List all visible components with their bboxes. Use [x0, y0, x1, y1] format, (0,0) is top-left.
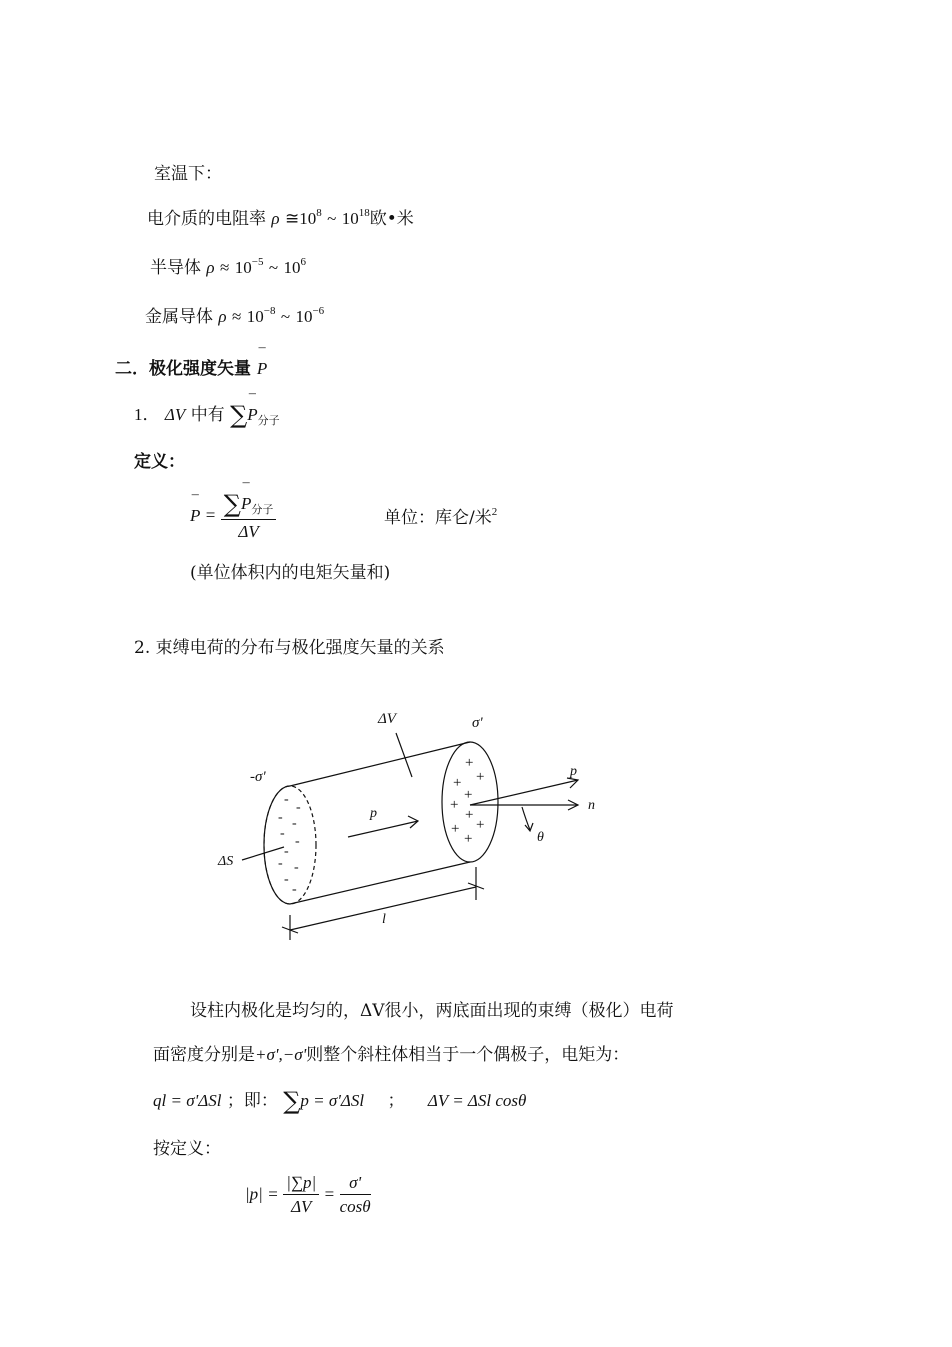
approx-symbol: ≅: [284, 209, 300, 228]
tilde: ~: [327, 209, 337, 228]
approx-symbol: ≈: [219, 258, 230, 277]
plus-charge: +: [465, 807, 474, 823]
dielectric-line: [147, 204, 414, 229]
item-1: [134, 400, 280, 429]
approx-symbol: ≈: [231, 307, 242, 326]
p-vector: ¯ P: [241, 494, 251, 514]
sigma-negative-label: -σ': [250, 769, 266, 785]
subscript-molecule: 分子: [257, 414, 280, 427]
unit-exponent: 2: [491, 506, 498, 518]
delta-v-pointer: [396, 733, 412, 777]
minus-charge: -: [294, 860, 299, 875]
minus-charge: -: [296, 800, 301, 815]
metal-label: 金属导体: [145, 307, 213, 327]
length-label: l: [382, 912, 386, 927]
plus-charge: +: [464, 787, 473, 803]
range-from: 10: [299, 209, 317, 228]
sum-symbol: ∑: [230, 401, 248, 429]
section-title: 极化强度矢量: [149, 359, 251, 379]
paragraph-line-1: 设柱内极化是均匀的，ΔV很小，两底面出现的束缚（极化）电荷: [190, 1001, 674, 1021]
cylinder-bottom-edge: [290, 862, 470, 904]
definition-label: 定义：: [134, 452, 185, 472]
denominator-1: ΔV: [291, 1197, 312, 1216]
plus-charge: +: [464, 831, 473, 847]
dipole-equation-line: [153, 1086, 526, 1115]
fraction: [221, 490, 277, 542]
plus-charge: +: [453, 775, 462, 791]
plus-charge: +: [476, 817, 485, 833]
definition-formula: [190, 490, 276, 542]
range-to: 10: [341, 209, 359, 228]
item-2: 2. 束缚电荷的分布与极化强度矢量的关系: [134, 638, 445, 658]
unit-label: 单位：库仑/米: [384, 508, 492, 528]
para2-text-a: 面密度分别是: [153, 1045, 255, 1065]
minus-charges: [278, 792, 301, 897]
minus-charge: -: [278, 856, 283, 871]
range-to-exp: 18: [358, 207, 370, 219]
subscript-molecule: 分子: [251, 503, 274, 516]
range-to-exp: 6: [300, 256, 306, 268]
sum-p-eq: p = σ'ΔSl: [300, 1091, 365, 1110]
tilde: ~: [268, 258, 279, 277]
tilde: ~: [280, 307, 291, 326]
by-definition-text: 按定义：: [153, 1139, 221, 1159]
cylinder-top-edge: [290, 742, 470, 786]
minus-charge: -: [295, 834, 300, 849]
theta-label: θ: [537, 830, 544, 845]
p-right-label: p: [570, 764, 577, 779]
range-to: 10: [283, 258, 301, 277]
polarized-cylinder-diagram: [200, 695, 620, 955]
unit: 欧•米: [369, 209, 414, 229]
item-number: 1．: [134, 405, 160, 424]
plus-charge: +: [451, 821, 460, 837]
delta-v: ΔV: [164, 405, 186, 424]
unit-text: [384, 503, 497, 528]
plus-charge: +: [465, 755, 474, 771]
plus-charge: +: [476, 769, 485, 785]
plus-charge: +: [450, 797, 459, 813]
p-vector-lhs: ¯ P: [190, 506, 200, 526]
p-center-arrow: [348, 821, 418, 837]
minus-charge: -: [284, 844, 289, 859]
fraction-1: [283, 1173, 319, 1217]
denominator-2: cosθ: [339, 1197, 371, 1216]
rho-symbol: ρ: [218, 307, 227, 326]
p-magnitude: |p|: [245, 1184, 263, 1204]
range-to: 10: [295, 307, 313, 326]
dipole-moment-eq: ql = σ'ΔSl: [153, 1091, 222, 1110]
section-heading: [115, 354, 267, 379]
sigma-symbols: +σ',−σ': [255, 1045, 307, 1064]
p-vector-symbol: ¯ P: [257, 359, 267, 379]
minus-charge: -: [292, 816, 297, 831]
final-equation: [245, 1173, 371, 1217]
minus-charge: -: [280, 826, 285, 841]
range-from-exp: −5: [251, 256, 264, 268]
semiconductor-label: 半导体: [150, 258, 201, 278]
fraction-2: [340, 1173, 371, 1217]
definition-note: (单位体积内的电矩矢量和): [190, 563, 391, 583]
equals: =: [205, 505, 216, 525]
minus-charge: -: [292, 882, 297, 897]
minus-charge: -: [284, 872, 289, 887]
range-to-exp: −6: [312, 305, 325, 317]
minus-charge: -: [278, 810, 283, 825]
numerator-1: |∑p|: [283, 1173, 319, 1195]
range-from: 10: [234, 258, 252, 277]
p-right-arrowhead: [567, 778, 578, 788]
room-temp-text: 室温下：: [154, 164, 222, 184]
delta-s-label: ΔS: [218, 854, 234, 869]
rho-symbol: ρ: [206, 258, 215, 277]
range-from-exp: −8: [263, 305, 276, 317]
denominator: ΔV: [238, 522, 259, 541]
p-right-arrow: [470, 780, 578, 805]
separator-ie: ；即：: [226, 1091, 278, 1111]
sum-symbol: ∑: [283, 1087, 301, 1115]
delta-v-label: ΔV: [378, 711, 396, 727]
equals: =: [268, 1184, 278, 1204]
separator: ；: [387, 1091, 405, 1111]
n-label: n: [588, 798, 595, 813]
dielectric-label: 电介质的电阻率: [147, 209, 266, 229]
item-text: 中有: [190, 405, 225, 425]
range-from-exp: 8: [316, 207, 322, 219]
section-number: 二．: [115, 359, 149, 379]
minus-charge: -: [284, 792, 289, 807]
range-from: 10: [246, 307, 264, 326]
volume-eq: ΔV = ΔSl cosθ: [427, 1091, 527, 1110]
sigma-positive-label: σ': [472, 715, 483, 731]
para2-text-b: 则整个斜柱体相当于一个偶极子，电矩为：: [306, 1045, 630, 1065]
paragraph-line-2: [153, 1040, 629, 1065]
numerator: [221, 490, 277, 520]
rho-symbol: ρ: [271, 209, 280, 228]
metal-line: [145, 302, 324, 327]
equals: =: [324, 1184, 335, 1204]
p-center-label: p: [370, 806, 377, 821]
p-vector: ¯ P: [247, 405, 257, 425]
sum-symbol: ∑: [223, 490, 241, 518]
semiconductor-line: [150, 253, 306, 278]
numerator-2: σ': [340, 1173, 371, 1195]
plus-charges: [450, 755, 484, 847]
